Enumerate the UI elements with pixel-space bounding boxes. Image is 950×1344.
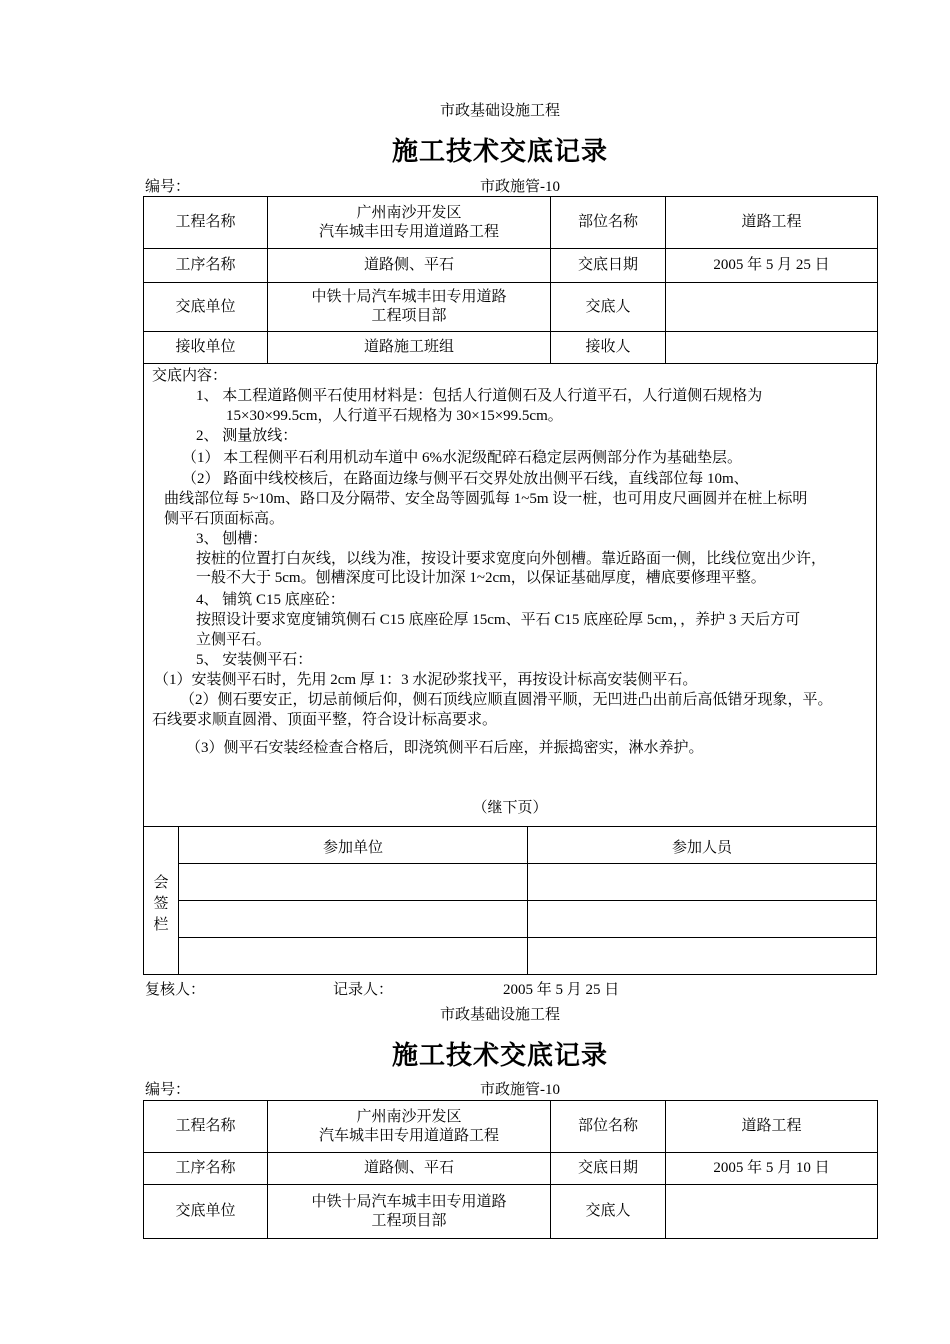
content-line: 侧平石顶面标高。: [164, 511, 285, 527]
section-name-value: 道路工程: [666, 197, 878, 249]
content-line: 2、 测量放线：: [196, 428, 298, 444]
handover-date-label: 交底日期: [551, 249, 666, 283]
content-line: （3）侧平石安装经检查合格后，即浇筑侧平石后座，并振捣密实，淋水养护。: [186, 740, 704, 756]
handover-unit-label: 交底单位: [144, 1185, 268, 1239]
receive-unit-label: 接收单位: [144, 332, 268, 364]
content-line: 按桩的位置打白灰线，以线为准，按设计要求宽度向外刨槽。靠近路面一侧，比线位宽出少许，: [196, 551, 827, 567]
handover-unit-line2: 工程项目部: [371, 308, 447, 324]
handover-unit-line1: 中铁十局汽车城丰田专用道路: [311, 289, 507, 305]
recorder-label: 记录人：: [333, 982, 394, 998]
receiver-label: 接收人: [551, 332, 666, 364]
content-line: （2） 路面中线校核后，在路面边缘与侧平石交界处放出侧平石线，直线部位每 10m、: [182, 471, 749, 487]
section-name-label: 部位名称: [551, 1101, 666, 1153]
handover-person-value: [666, 283, 878, 332]
page1-subtitle: 市政基础设施工程: [439, 103, 560, 119]
content-line: 石线要求顺直圆滑、顶面平整，符合设计标高要求。: [152, 712, 498, 728]
receive-unit-value: 道路施工班组: [268, 332, 551, 364]
page1-info-table: [143, 196, 878, 364]
project-name-line2: 汽车城丰田专用道道路工程: [318, 1127, 499, 1144]
handover-person-label: 交底人: [551, 1185, 666, 1239]
record-date: 2005 年 5 月 25 日: [503, 982, 620, 998]
handover-unit-line1: 中铁十局汽车城丰田专用道路: [311, 1193, 507, 1210]
countersign-label: 会签栏: [153, 875, 169, 933]
project-name-label: 工程名称: [144, 197, 268, 249]
project-name-line2: 汽车城丰田专用道道路工程: [318, 223, 499, 240]
content-line: 曲线部位每 5~10m、路口及分隔带、安全岛等圆弧每 1~5m 设一桩，也可用皮尺画圆并在桩上标明: [164, 491, 808, 507]
content-line: （1） 本工程侧平石利用机动车道中 6%水泥级配碎石稳定层两侧部分作为基础垫层。: [182, 450, 742, 466]
page2-info-table: [143, 1100, 878, 1239]
handover-unit-line2: 工程项目部: [371, 1212, 447, 1229]
content-line: 立侧平石。: [196, 632, 272, 648]
content-line: 一般不大于 5cm。刨槽深度可比设计加深 1~2cm，以保证基础厚度，槽底要修理平整。: [196, 570, 766, 586]
project-name-value: [268, 1101, 551, 1153]
page2-subtitle: 市政基础设施工程: [439, 1007, 560, 1023]
project-name-line1: 广州南沙开发区: [356, 204, 462, 221]
handover-person-value: [666, 1185, 878, 1239]
content-line: （1）安装侧平石时，先用 2cm 厚 1：3 水泥砂浆找平，再按设计标高安装侧平石。: [154, 672, 698, 688]
receiver-value: [666, 332, 878, 364]
project-name-value: [268, 197, 551, 249]
content-line: 15×30×99.5cm，人行道平石规格为 30×15×99.5cm。: [226, 408, 563, 424]
countersign-section: [143, 826, 877, 975]
handover-person-label: 交底人: [551, 283, 666, 332]
content-line: 4、 铺筑 C15 底座砼：: [196, 592, 345, 608]
content-line: 按照设计要求宽度铺筑侧石 C15 底座砼厚 15cm、平石 C15 底座砼厚 5cm，，养护 3 天后方可: [196, 612, 801, 628]
handover-unit-label: 交底单位: [144, 283, 268, 332]
reviewer-label: 复核人：: [145, 982, 206, 998]
handover-content-box: [143, 364, 877, 827]
page1-number-value: 市政施管-10: [480, 179, 560, 195]
process-name-label: 工序名称: [144, 1153, 268, 1185]
page2-number-label: 编号：: [145, 1082, 191, 1098]
page1-number-label: 编号：: [145, 179, 191, 195]
section-name-value: 道路工程: [666, 1101, 878, 1153]
content-line: 3、 刨槽：: [196, 531, 268, 547]
handover-unit-value: [268, 283, 551, 332]
page2-title: 施工技术交底记录: [391, 1041, 608, 1070]
content-line: （2）侧石要安正，切忌前倾后仰，侧石顶线应顺直圆滑平顺，无凹进凸出前后高低错牙现象，平。: [180, 692, 833, 708]
content-label: 交底内容：: [152, 368, 228, 384]
project-name-label: 工程名称: [144, 1101, 268, 1153]
section-name-label: 部位名称: [551, 197, 666, 249]
participating-unit-header: 参加单位: [322, 840, 383, 856]
handover-date-label: 交底日期: [551, 1153, 666, 1185]
handover-unit-value: [268, 1185, 551, 1239]
process-name-value: 道路侧、平石: [268, 249, 551, 283]
content-line: 5、 安装侧平石：: [196, 652, 313, 668]
handover-date-value: 2005 年 5 月 10 日: [666, 1153, 878, 1185]
project-name-line1: 广州南沙开发区: [356, 1108, 462, 1125]
process-name-value: 道路侧、平石: [268, 1153, 551, 1185]
page2-number-value: 市政施管-10: [480, 1082, 560, 1098]
continue-note: （继下页）: [472, 800, 548, 816]
content-line: 1、 本工程道路侧平石使用材料是：包括人行道侧石及人行道平石，人行道侧石规格为: [196, 388, 763, 404]
participating-people-header: 参加人员: [671, 840, 732, 856]
process-name-label: 工序名称: [144, 249, 268, 283]
page1-title: 施工技术交底记录: [391, 137, 608, 166]
handover-date-value: 2005 年 5 月 25 日: [666, 249, 878, 283]
